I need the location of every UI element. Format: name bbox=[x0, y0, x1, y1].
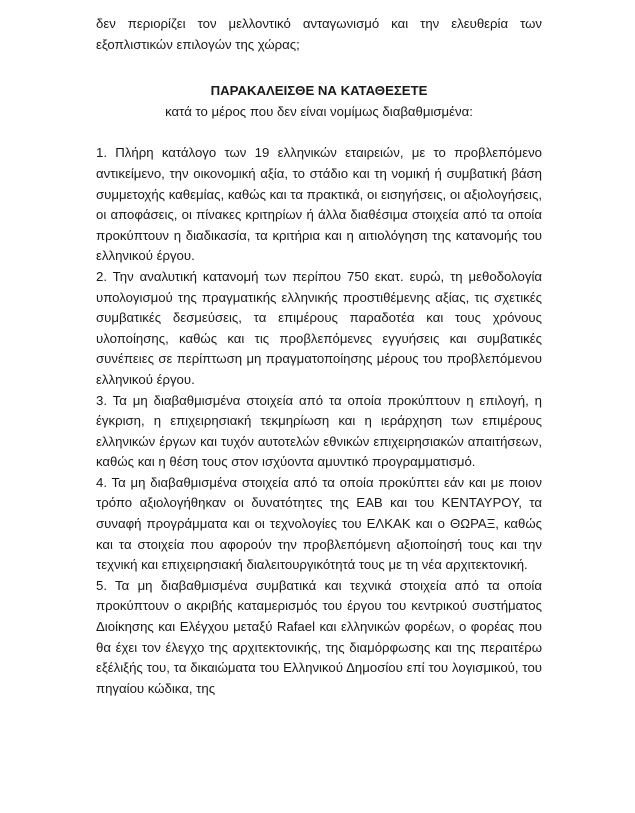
request-heading: ΠΑΡΑΚΑΛΕΙΣΘΕ ΝΑ ΚΑΤΑΘΕΣΕΤΕ bbox=[210, 83, 428, 99]
request-subheading: κατά το μέρος που δεν είναι νομίμως διαβαθμισμένα: bbox=[165, 103, 473, 119]
list-item-1: 1. Πλήρη κατάλογο των 19 ελληνικών εταιρειών, με το προβλεπόμενο αντικείμενο, την οικονομική αξία, το στάδιο και τη νομική ή συμβατική βάση συμμετοχής καθεμίας, καθώς και τα πρακτικά, οι εισηγήσεις, οι αξιολογήσεις, οι αποφάσεις, οι πίνακες κριτηρίων ή άλλα διαθέσιμα στοιχεία από τα οποία προκύπτουν η διαδικασία, τα κριτήρια και η αιτιολόγηση της κατανομής του ελληνικού έργου. bbox=[96, 145, 542, 264]
list-item-3: 3. Τα μη διαβαθμισμένα στοιχεία από τα οποία προκύπτουν η επιλογή, η έγκριση, η επιχειρησιακή τεκμηρίωση και η ιεράρχηση των επιμέρους ελληνικών έργων και τυχόν αυτοτελών εθνικών επιχειρησιακών απαιτήσεων, καθώς και η θέση τους στον ισχύοντα αμυντικό προγραμματισμό. bbox=[96, 392, 542, 470]
list-item-5: 5. Τα μη διαβαθμισμένα συμβατικά και τεχνικά στοιχεία από τα οποία προκύπτουν ο ακριβής καταμερισμός του έργου του κεντρικού συστήματος Διοίκησης και Ελέγχου μεταξύ Rafael και ελληνικών φορέων, ο φορέας που θα έχει τον έλεγχο της αρχιτεκτονικής, της διαμόρφωσης και της περαιτέρω εξέλιξής του, τα δικαιώματα του Ελληνικού Δημοσίου επί του λογισμικού, του πηγαίου κώδικα, της bbox=[96, 577, 542, 696]
intro-paragraph: δεν περιορίζει τον μελλοντικό ανταγωνισμό και την ελευθερία των εξοπλιστικών επιλογών της χώρας; bbox=[96, 16, 542, 52]
document-page bbox=[96, 14, 542, 699]
list-item-2: 2. Την αναλυτική κατανομή των περίπου 750 εκατ. ευρώ, τη μεθοδολογία υπολογισμού της πραγματικής ελληνικής προστιθέμενης αξίας, τις σχετικές συμβατικές δεσμεύσεις, τα επιμέρους παραδοτέα και τους χρόνους υλοποίησης, καθώς και τις προβλεπόμενες εγγυήσεις και συμβατικές συνέπειες σε περίπτωση μη πραγματοποίησης μέρους του προβλεπόμενου ελληνικού έργου. bbox=[96, 268, 542, 387]
list-item-4: 4. Τα μη διαβαθμισμένα στοιχεία από τα οποία προκύπτει εάν και με ποιον τρόπο αξιολογήθηκαν οι δυνατότητες της ΕΑΒ και του ΚΕΝΤΑΥΡΟΥ, τα συναφή προγράμματα και οι τεχνολογίες του ΕΛΚΑΚ και ο ΘΩΡΑΞ, καθώς και τα στοιχεία που αφορούν την προβλεπόμενη αξιοποίησή τους και την τεχνική και επιχειρησιακή διαλειτουργικότητά τους με τη νέα αρχιτεκτονική. bbox=[96, 474, 542, 573]
request-list bbox=[96, 143, 542, 699]
